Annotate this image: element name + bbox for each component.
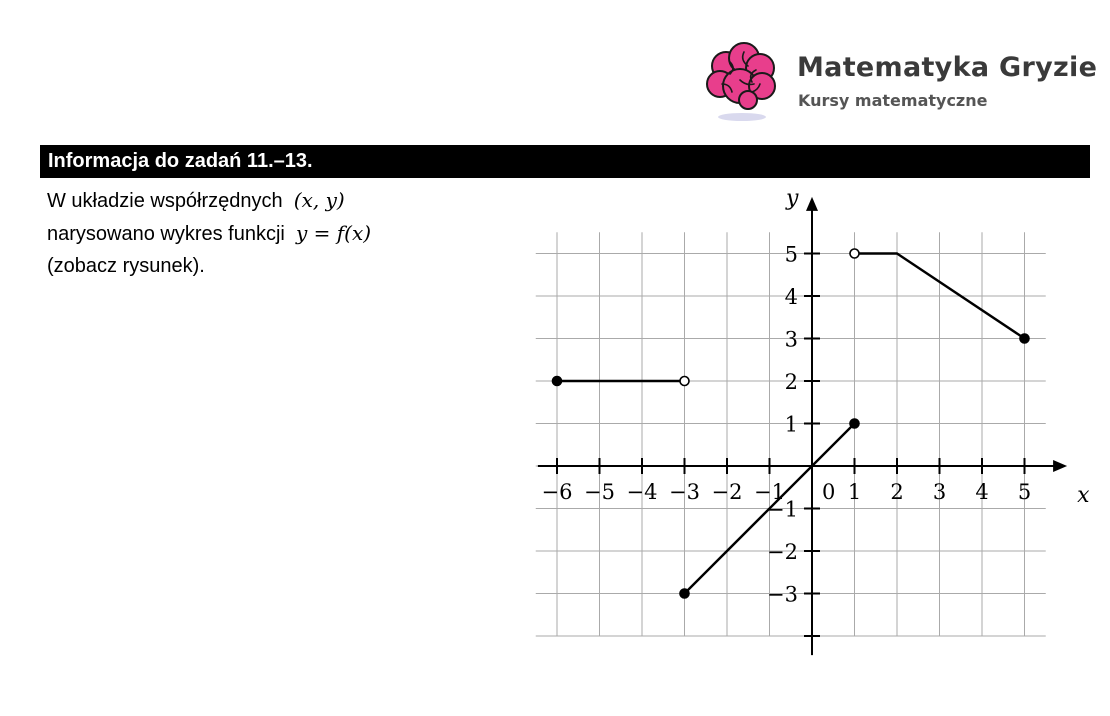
closed-endpoint	[680, 589, 689, 598]
description-text: W układzie współrzędnych	[47, 190, 283, 212]
x-tick-label: 4	[975, 480, 989, 504]
x-tick-label: −1	[754, 480, 785, 504]
x-tick-label: −4	[626, 480, 658, 504]
closed-endpoint	[553, 377, 562, 386]
description-text: narysowano wykres funkcji	[47, 223, 285, 245]
chart-axes	[538, 197, 1067, 655]
brand-logo	[700, 40, 1100, 124]
y-tick-label: −3	[767, 582, 798, 607]
x-axis-arrow	[1053, 460, 1067, 472]
x-tick-label: 2	[890, 480, 904, 504]
math-expression: (x, y)	[293, 188, 345, 212]
x-tick-label: 5	[1017, 480, 1032, 504]
x-axis-label: x	[1077, 483, 1090, 508]
y-tick-label: 5	[784, 242, 798, 267]
brand-name: Matematyka Gryzie	[797, 52, 1098, 83]
function-graph	[518, 185, 1090, 660]
chart-labels	[542, 186, 1091, 607]
x-tick-label: −6	[541, 480, 573, 504]
x-tick-label: −3	[669, 480, 700, 504]
brand-tagline: Kursy matematyczne	[798, 91, 988, 110]
pink-brain-icon	[700, 40, 790, 124]
y-tick-label: 1	[784, 412, 798, 437]
y-tick-label: 4	[784, 285, 798, 309]
y-tick-label: 2	[784, 370, 798, 394]
description-line	[47, 250, 517, 282]
description-line	[47, 217, 517, 250]
task-description	[47, 184, 517, 282]
x-tick-label: −5	[584, 480, 615, 504]
x-tick-label: 1	[847, 480, 862, 504]
description-text: (zobacz rysunek).	[47, 255, 205, 277]
y-axis-label: y	[786, 185, 799, 211]
section-title: Informacja do zadań 11.–13.	[48, 150, 313, 172]
y-axis-arrow	[806, 197, 818, 211]
open-endpoint	[680, 377, 689, 386]
section-header	[40, 145, 1090, 178]
y-tick-label: −2	[767, 540, 798, 564]
x-tick-label: −2	[711, 480, 743, 504]
y-tick-label: −1	[767, 497, 798, 522]
x-tick-label: 3	[932, 480, 947, 504]
math-expression: y = f(x)	[296, 221, 372, 245]
closed-endpoint	[850, 419, 859, 428]
open-endpoint	[850, 249, 859, 258]
closed-endpoint	[1020, 334, 1029, 343]
description-line	[47, 184, 517, 217]
y-tick-label: 3	[784, 327, 798, 352]
origin-label: 0	[822, 480, 836, 504]
